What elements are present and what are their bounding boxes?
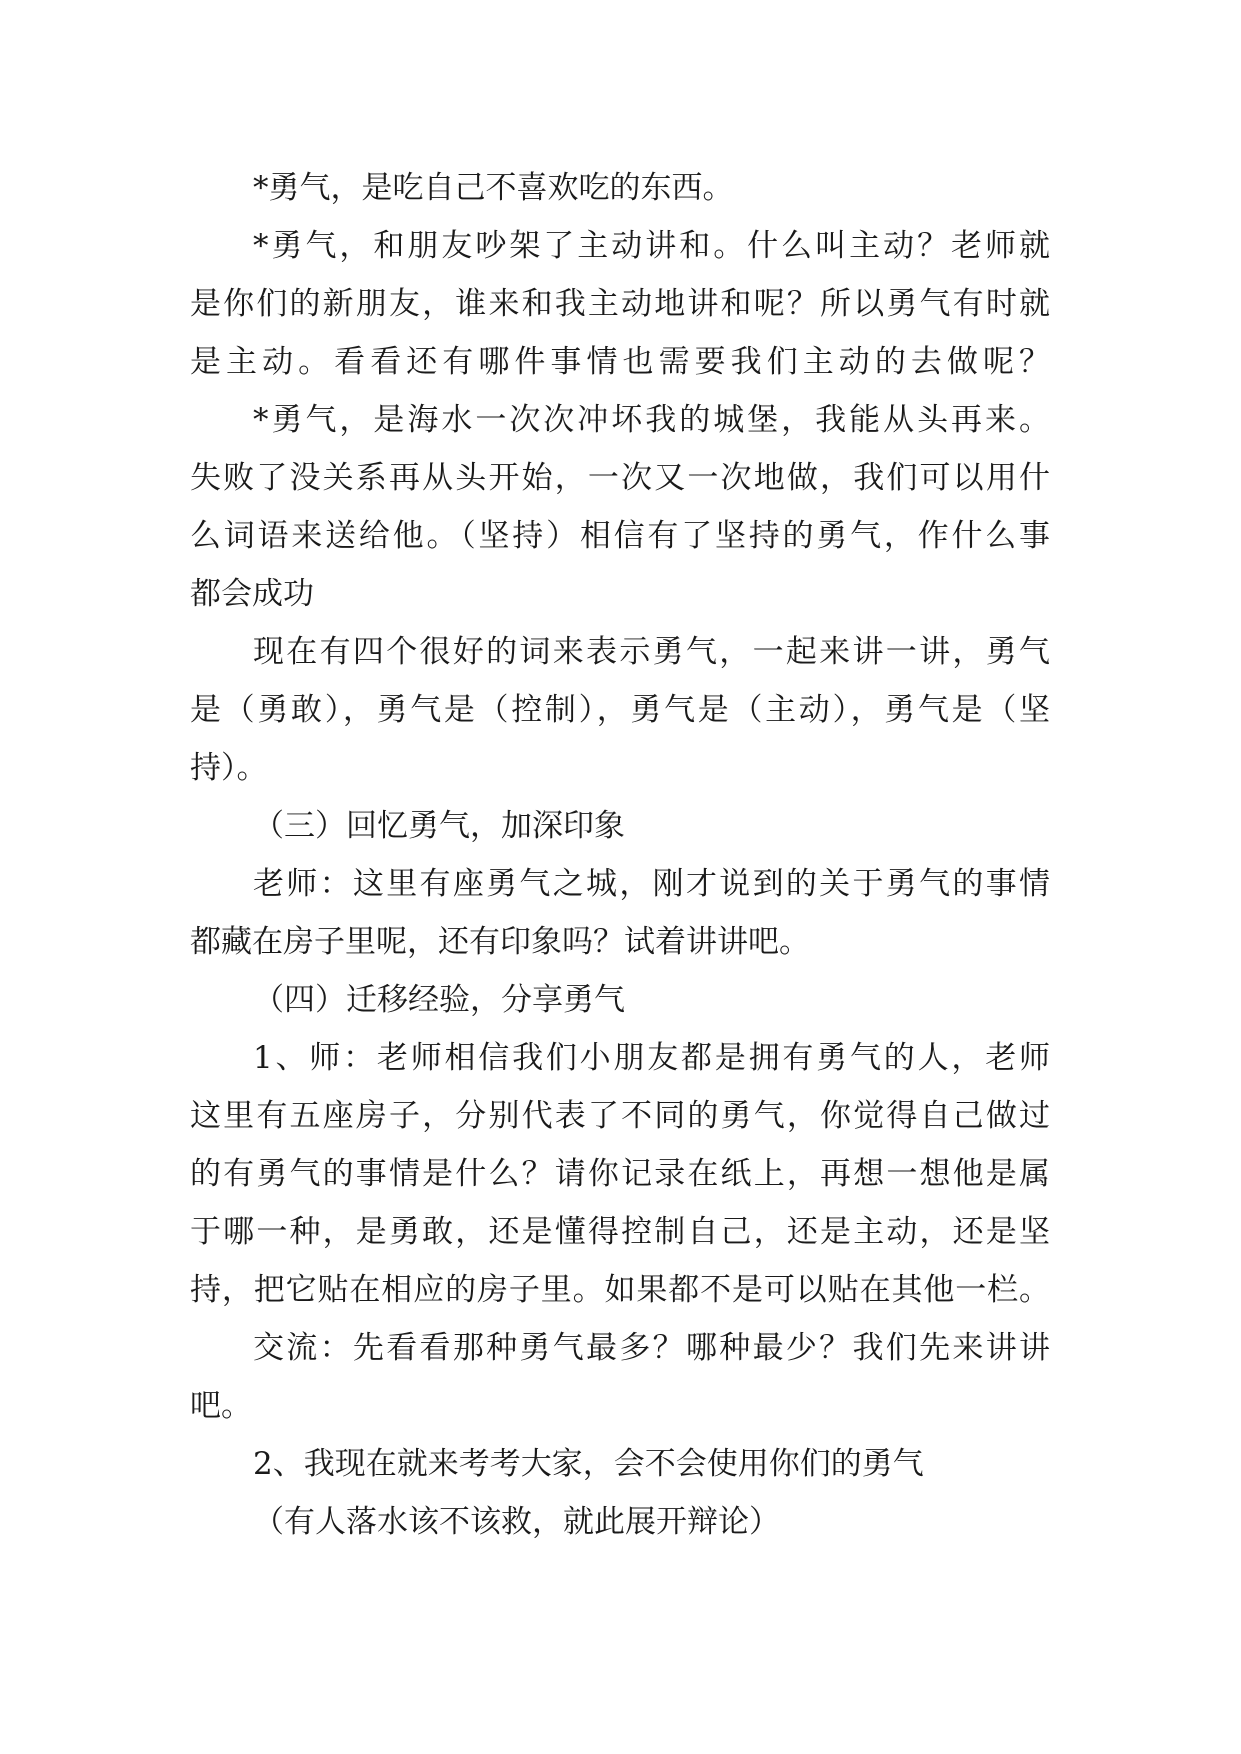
text-line: 都会成功 [190,576,314,612]
text-line: （有人落水该不该救，就此展开辩论） [253,1504,780,1540]
text-line: 老师：这里有座勇气之城，刚才说到的关于勇气的事情 [253,866,1050,902]
text-line: 这里有五座房子，分别代表了不同的勇气，你觉得自己做过 [190,1098,1050,1134]
text-line: 都藏在房子里呢，还有印象吗？试着讲讲吧。 [190,924,810,960]
text-line: 2、我现在就来考考大家，会不会使用你们的勇气 [253,1446,924,1482]
text-line: 现在有四个很好的词来表示勇气，一起来讲一讲，勇气 [253,634,1050,670]
text-line: 的有勇气的事情是什么？请你记录在纸上，再想一想他是属 [190,1156,1050,1192]
text-line: 是（勇敢），勇气是（控制），勇气是（主动），勇气是（坚 [190,692,1050,728]
text-line: 1、师：老师相信我们小朋友都是拥有勇气的人，老师 [253,1040,1050,1076]
text-line: 吧。 [190,1388,252,1424]
text-line: 持）。 [190,750,268,786]
text-line: 失败了没关系再从头开始，一次又一次地做，我们可以用什 [190,460,1050,496]
text-line: *勇气，是吃自己不喜欢吃的东西。 [253,170,734,206]
text-line: 是主动。看看还有哪件事情也需要我们主动的去做呢？ [190,344,1050,380]
text-line: 么词语来送给他。（坚持）相信有了坚持的勇气，作什么事 [190,518,1050,554]
text-line: 于哪一种，是勇敢，还是懂得控制自己，还是主动，还是坚 [190,1214,1050,1250]
section-heading: （三）回忆勇气，加深印象 [253,808,625,844]
text-line: 交流：先看看那种勇气最多？哪种最少？我们先来讲讲 [253,1330,1050,1366]
text-line: 持，把它贴在相应的房子里。如果都不是可以贴在其他一栏。 [190,1272,1050,1308]
text-line: 是你们的新朋友，谁来和我主动地讲和呢？所以勇气有时就 [190,286,1050,322]
section-heading: （四）迁移经验，分享勇气 [253,982,625,1018]
text-line: *勇气，和朋友吵架了主动讲和。什么叫主动？老师就 [253,228,1050,264]
text-line: *勇气，是海水一次次冲坏我的城堡，我能从头再来。 [253,402,1050,438]
